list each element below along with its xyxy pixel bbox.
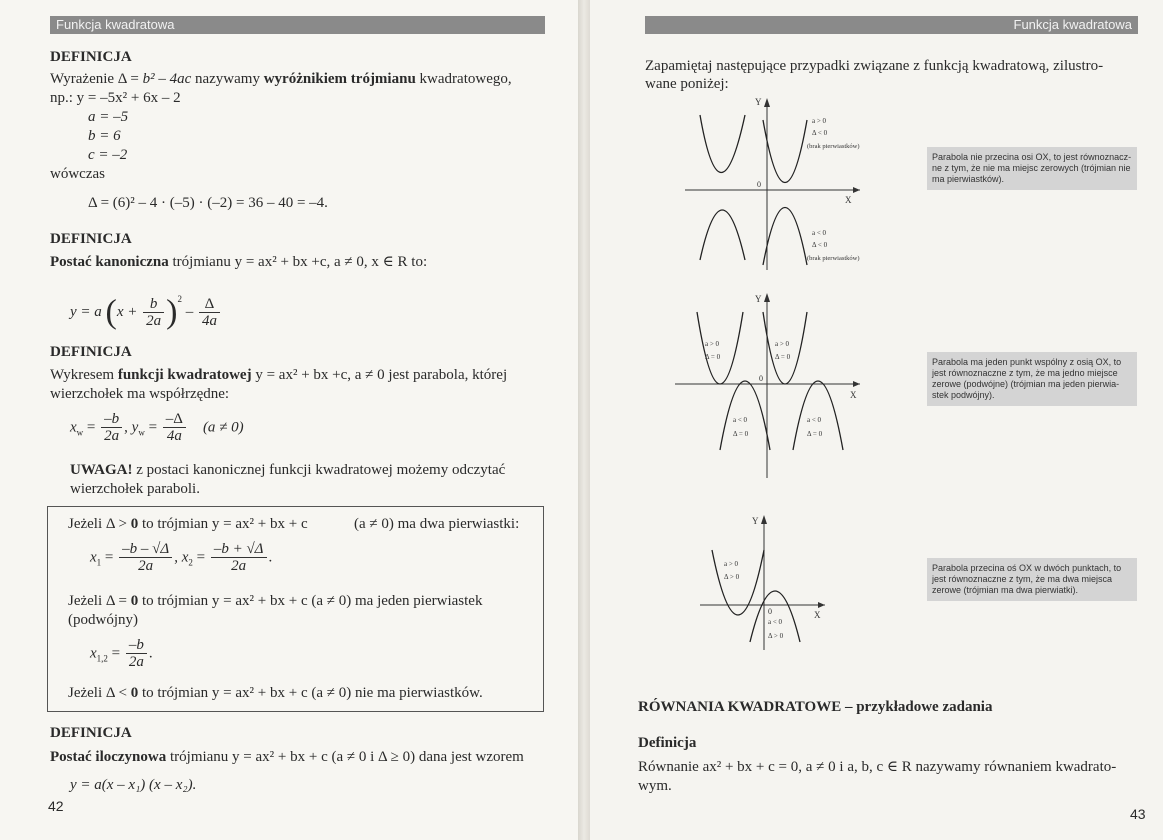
graph-label: a < 0 [807, 416, 822, 424]
graph-two-roots [700, 512, 840, 652]
origin-label: 0 [759, 374, 763, 383]
graph-label: Δ = 0 [733, 430, 749, 438]
definition-text: Postać iloczynowa trójmianu y = ax² + bx + c (a ≠ 0 i Δ ≥ 0) dana jest wzorem [50, 749, 524, 765]
definition-title: Definicja [638, 735, 697, 751]
note-two-roots: Parabola przecina oś OX w dwóch punktach, to jest równoznaczne z tym, że ma dwa miejsca zerowe (trójmian ma dwa pierwiatki). [927, 558, 1137, 601]
definition-title: DEFINICJA [50, 49, 132, 65]
definition-text: wym. [638, 778, 672, 794]
definition-text: Wyrażenie Δ = b² – 4ac nazywamy wyróżnikiem trójmianu kwadratowego, [50, 71, 512, 87]
definition-text: wierzchołek ma współrzędne: [50, 386, 230, 402]
y-axis-label: Y [752, 516, 759, 526]
running-header: Funkcja kwadratowa [645, 16, 1138, 34]
roots-case-none: Jeżeli Δ < 0 to trójmian y = ax² + bx + c (a ≠ 0) nie ma pierwiastków. [68, 685, 483, 701]
graph-label: Δ = 0 [705, 353, 721, 361]
roots-case-one-cont: (podwójny) [68, 612, 138, 628]
x-axis-label: X [814, 610, 821, 620]
example-line: np.: y = –5x² + 6x – 2 [50, 90, 181, 106]
graph-label: a < 0 [812, 229, 827, 237]
then-word: wówczas [50, 166, 105, 182]
delta-calculation: Δ = (6)² – 4 · (–5) · (–2) = 36 – 40 = –4. [88, 195, 328, 211]
running-header: Funkcja kwadratowa [50, 16, 545, 34]
product-formula: y = a(x – x₁) (x – x₂). [70, 777, 197, 793]
definition-title: DEFINICJA [50, 725, 132, 741]
note-no-roots: Parabola nie przecina osi OX, to jest równoznacz-ne z tym, że nie ma miejsc zerowych (trójmian nie ma pierwiastków). [927, 147, 1137, 190]
note-one-root: Parabola ma jeden punkt wspólny z osią OX, to jest równoznaczne z tym, że ma jedno miejsce zerowe (podwójne) (trójmian ma jeden pierwia-stek podwójny). [927, 352, 1137, 406]
double-root-formula: $x_{1,2}$ = $\frac{-b}{2a}$ . [90, 637, 153, 670]
graph-label: Δ = 0 [775, 353, 791, 361]
canonical-formula: y = a (x + $\frac{b}{2a}$ )$^2$ – $\frac{\Delta}{4a}$ [70, 282, 222, 330]
graph-label: Δ = 0 [807, 430, 823, 438]
graph-label: a < 0 [768, 618, 783, 626]
graph-label: Δ > 0 [724, 573, 740, 581]
graph-label: a < 0 [733, 416, 748, 424]
graph-label: (brak pierwiastków) [807, 143, 860, 150]
y-axis-label: Y [755, 97, 762, 107]
definition-title: DEFINICJA [50, 344, 132, 360]
coef-a: a = –5 [88, 109, 129, 125]
coef-c: c = –2 [88, 147, 128, 163]
x-axis-label: X [845, 195, 852, 205]
definition-text: Wykresem funkcji kwadratowej y = ax² + bx +c, a ≠ 0 jest parabola, której [50, 367, 508, 383]
graph-label: Δ > 0 [768, 632, 784, 640]
x-axis-label: X [850, 390, 857, 400]
y-axis-label: Y [755, 294, 762, 304]
roots-case-one: Jeżeli Δ = 0 to trójmian y = ax² + bx + c (a ≠ 0) ma jeden pierwiastek [68, 593, 483, 609]
graph-no-roots [685, 95, 915, 275]
graph-label: Δ < 0 [812, 241, 828, 249]
graph-label: a > 0 [724, 560, 739, 568]
two-roots-formula: $x_1$ = $\frac{-b - √\Delta}{2a}$ , $x_2$ = $\frac{-b + √\Delta}{2a}$ . [90, 541, 273, 574]
definition-title: DEFINICJA [50, 231, 132, 247]
left-page [0, 0, 578, 840]
right-page [590, 0, 1163, 840]
intro-text: wane poniżej: [645, 76, 729, 92]
section-title: RÓWNANIA KWADRATOWE – przykładowe zadania [638, 699, 993, 715]
graph-label: Δ < 0 [812, 129, 828, 137]
book-gutter [578, 0, 590, 840]
warning-note: UWAGA! z postaci kanonicznej funkcji kwadratowej możemy odczytać [70, 462, 506, 478]
roots-case-two-cond: (a ≠ 0) ma dwa pierwiastki: [354, 516, 520, 532]
page-number: 43 [1130, 806, 1146, 822]
graph-label: a > 0 [775, 340, 790, 348]
page-number: 42 [48, 798, 64, 814]
graph-label: (brak pierwiastków) [807, 255, 860, 262]
roots-case-two: Jeżeli Δ > 0 to trójmian y = ax² + bx + c [68, 516, 308, 532]
intro-text: Zapamiętaj następujące przypadki związane z funkcją kwadratową, zilustro- [645, 58, 1104, 74]
coef-b: b = 6 [88, 128, 121, 144]
definition-text: Postać kanoniczna trójmianu y = ax² + bx +c, a ≠ 0, x ∈ R to: [50, 254, 428, 270]
warning-note: wierzchołek paraboli. [70, 481, 200, 497]
graph-one-root [675, 290, 865, 480]
definition-text: Równanie ax² + bx + c = 0, a ≠ 0 i a, b, c ∈ R nazywamy równaniem kwadrato- [638, 759, 1117, 775]
origin-label: 0 [757, 180, 761, 189]
origin-label: 0 [768, 607, 772, 616]
vertex-formula: $x_w$ = $\frac{-b}{2a}$ , $y_w$ = $\frac{-\Delta}{4a}$ (a ≠ 0) [70, 411, 244, 444]
graph-label: a > 0 [705, 340, 720, 348]
graph-label: a > 0 [812, 117, 827, 125]
